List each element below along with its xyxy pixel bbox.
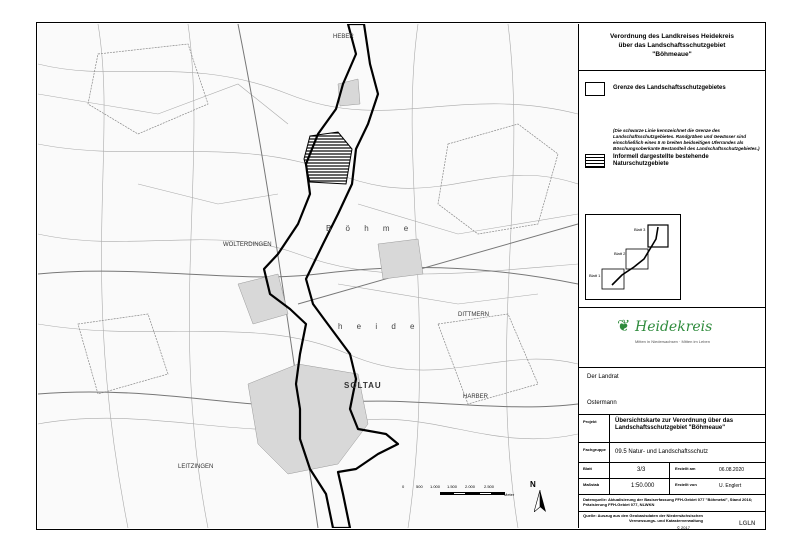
nsg-legend-symbol [585,154,605,168]
department-label: Fachgruppe [583,447,606,452]
map-label-dittmern: DITTMERN [458,312,489,318]
north-arrow-icon [534,490,546,512]
map-label-harber: HARBER [463,394,489,400]
authority-role: Der Landrat [587,374,619,380]
scalebar-unit: Meter [504,492,515,497]
authority-name: Ostermann [587,400,617,406]
divider [669,462,670,494]
created-label: Erstellt am [675,466,696,471]
scalebar-tick: 0 [402,484,405,489]
title-line-3: "Böhmeaue" [652,51,692,58]
boundary-legend-label: Grenze des Landschaftsschutzgebietes [613,85,726,91]
scalebar-tick: 1.000 [430,484,441,489]
source-section [579,494,765,528]
map-label-heber: HEBER [333,34,354,40]
divider [609,414,610,494]
author-value: U. Englert [719,483,742,489]
project-row [579,414,765,442]
overview-map[interactable] [585,214,681,300]
divider [579,511,765,512]
sheet-label: Blatt [583,466,592,471]
overview-map-graphic [586,215,680,299]
scalebar-tick: 1.500 [447,484,458,489]
signature-section [579,367,765,411]
topographic-map [38,24,578,528]
map-label-soltau: SOLTAU [344,381,382,390]
map-label-heide: h e i d e [338,322,421,331]
lgln-logo: LGLN [739,521,756,527]
author-label: Erstellt von [675,482,697,487]
heidekreis-logo: Heidekreis [635,319,713,335]
north-label: N [530,480,536,489]
scalebar-tick: 500 [416,484,423,489]
sheet-row [579,462,765,478]
nsg-legend-line-2: Naturschutzgebiete [613,161,669,167]
scalebar-tick: 2.000 [465,484,476,489]
nsg-legend-label [613,154,709,168]
copyright: © 2017 [677,525,690,530]
scalebar-tick: 2.500 [484,484,495,489]
map-title [579,32,765,59]
geodata-source: Quelle: Auszug aus den Geobasisdaten der Niedersächsischen Vermessungs- und Katasterverwaltung [583,513,703,523]
title-line-1: Verordnung des Landkreises Heidekreis [610,33,734,40]
project-title [615,418,733,432]
project-line-2: Landschaftsschutzgebiet "Böhmeaue" [615,425,726,431]
department-row [579,442,765,460]
department-value: 09.5 Natur- und Landschaftsschutz [615,449,709,455]
overview-label-blatt1: Blatt 1 [589,273,601,278]
logo-tagline: Mitten in Niedersachsen · Mitten im Leben [635,339,710,344]
leaf-logo-icon: ❦ [617,318,631,335]
scale-value: 1:50.000 [631,483,655,489]
boundary-legend-note: (Die schwarze Linie kennzeichnet die Grenze des Landschaftsschutzgebietes. Randgräben und Gewässer sind einschließlich eines 5 m breiten beidseitigen Uferrandes als Böschungsoberkante Bestandteil des Landschaftsschutzgebietes.) [613,128,760,151]
scale-row [579,478,765,494]
overview-label-blatt3: Blatt 3 [634,227,646,232]
map-label-leitzingen: LEITZINGEN [178,464,214,470]
map-label-boehme: B ö h m e [326,224,415,233]
divider [579,70,765,71]
data-source: Datenquelle: Aktualisierung der Basiserfassung FFH-Gebiet 077 "Böhmetal", Stand 2016; Präzisierung FFH-Gebiet 077, NLWKN [583,497,753,507]
overview-label-blatt2: Blatt 2 [614,251,626,256]
created-value: 06.08.2020 [719,467,745,473]
scale-label: Maßstab [583,482,600,487]
title-line-2: über das Landschaftsschutzgebiet [618,42,726,49]
nsg-legend-line-1: Informell dargestellte bestehende [613,154,709,160]
logo-section [579,307,765,367]
project-label: Projekt [583,419,597,424]
boundary-legend-symbol [585,82,605,96]
sheet-value: 3/3 [637,467,646,473]
map-label-wolterdingen: WOLTERDINGEN [223,242,272,248]
legend-panel [578,24,764,528]
map-area[interactable] [38,24,578,528]
project-line-1: Übersichtskarte zur Verordnung über das [615,418,734,424]
